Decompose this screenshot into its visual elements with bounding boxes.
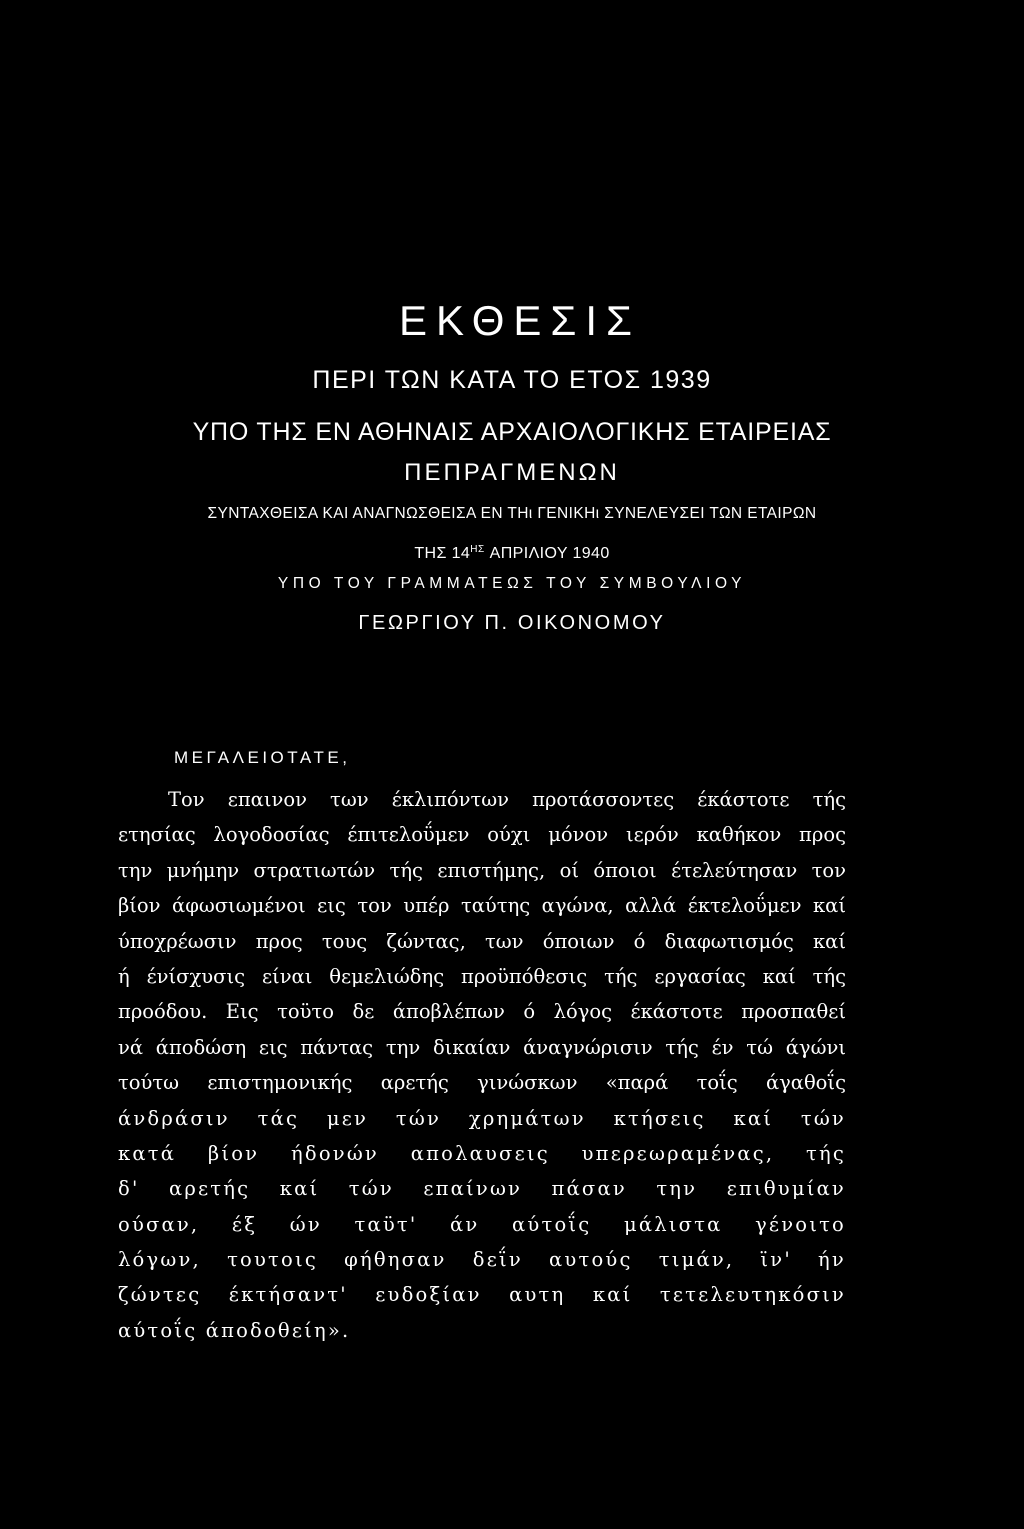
body-line: ετησίας λογοδοσίας έπιτελοΰμεν ούχι μόνον ιερόν καθήκον προς	[118, 823, 846, 847]
subtitle-assembly: ΣΥΝΤΑΧΘΕΙΣΑ ΚΑΙ ΑΝΑΓΝΩΣΘΕΙΣΑ ΕΝ ΤΗι ΓΕΝΙΚΗι ΣΥΝΕΛΕΥΣΕΙ ΤΩΝ ΕΤΑΙΡΩΝ	[207, 505, 817, 522]
author-name: ΓΕΩΡΓΙΟΥ Π. ΟΙΚΟΝΟΜΟΥ	[358, 612, 666, 634]
body-text	[118, 782, 846, 1348]
body-line: άνδράσιν τάς μεν τών χρημάτων κτήσεις καί τών	[118, 1106, 846, 1130]
body-line: λόγων, τουτοις φήθησαν δεΐν αυτούς τιμάν, ϊν' ήν	[118, 1248, 846, 1272]
body-line: βίον άφωσιωμένοι εις τον υπέρ ταύτης αγώνα, αλλά έκτελοΰμεν καί	[118, 894, 846, 918]
body-line: δ' αρετής καί τών επαίνων πάσαν την επιθυμίαν	[118, 1177, 846, 1201]
body-line: ζώντες έκτήσαντ' ευδοξίαν αυτη καί τετελευτηκόσιν	[118, 1283, 846, 1307]
body-line: ύποχρέωσιν προς τους ζώντας, των όποιων ό διαφωτισμός καί	[118, 929, 846, 953]
body-line: τούτω επιστημονικής αρετής γινώσκων «παρά τοΐς άγαθοΐς	[118, 1071, 846, 1095]
body-line: προόδου. Εις τοϋτο δε άποβλέπων ό λόγος έκάστοτε προσπαθεί	[118, 1000, 846, 1024]
body-line: Τον επαινον των έκλιπόντων προτάσσοντες έκάστοτε τής	[168, 788, 846, 811]
document-title: ΕΚΘΕΣΙΣ	[398, 297, 641, 344]
body-line: νά άποδώση εις πάντας την δικαίαν άναγνώρισιν τής έν τώ άγώνι	[118, 1035, 846, 1059]
body-line: ούσαν, έξ ών ταϋτ' άν αύτοΐς μάλιστα γένοιτο	[118, 1212, 846, 1236]
body-line: ή ένίσχυσις είναι θεμελιώδης προϋπόθεσις τής εργασίας καί τής	[118, 964, 846, 988]
date-suffix: ΑΠΡΙΛΙΟΥ 1940	[489, 545, 610, 562]
body-line: την μνήμην στρατιωτών τής επιστήμης, οί όποιοι έτελεύτησαν τον	[118, 858, 846, 882]
subtitle-date	[0, 538, 1024, 566]
subtitle-society: ΥΠΟ ΤΗΣ ΕΝ ΑΘΗΝΑΙΣ ΑΡΧΑΙΟΛΟΓΙΚΗΣ ΕΤΑΙΡΕΙΑΣ	[192, 418, 832, 446]
subtitle-year: ΠΕΡΙ ΤΩΝ ΚΑΤΑ ΤΟ ΕΤΟΣ 1939	[312, 366, 712, 394]
salutation: ΜΕΓΑΛΕΙΟΤΑΤΕ,	[174, 748, 351, 767]
body-line: αύτοΐς άποδοθείη».	[118, 1318, 351, 1342]
body-line: κατά βίον ήδονών απολαυσεις υπερεωραμένας, τής	[118, 1141, 846, 1165]
date-ordinal: ΗΣ	[470, 544, 485, 555]
date-prefix: ΤΗΣ 14	[414, 545, 471, 562]
subtitle-secretary: ΥΠΟ ΤΟΥ ΓΡΑΜΜΑΤΕΩΣ ΤΟΥ ΣΥΜΒΟΥΛΙΟΥ	[277, 575, 747, 592]
subtitle-proceedings: ΠΕΠΡΑΓΜΕΝΩΝ	[404, 459, 620, 486]
